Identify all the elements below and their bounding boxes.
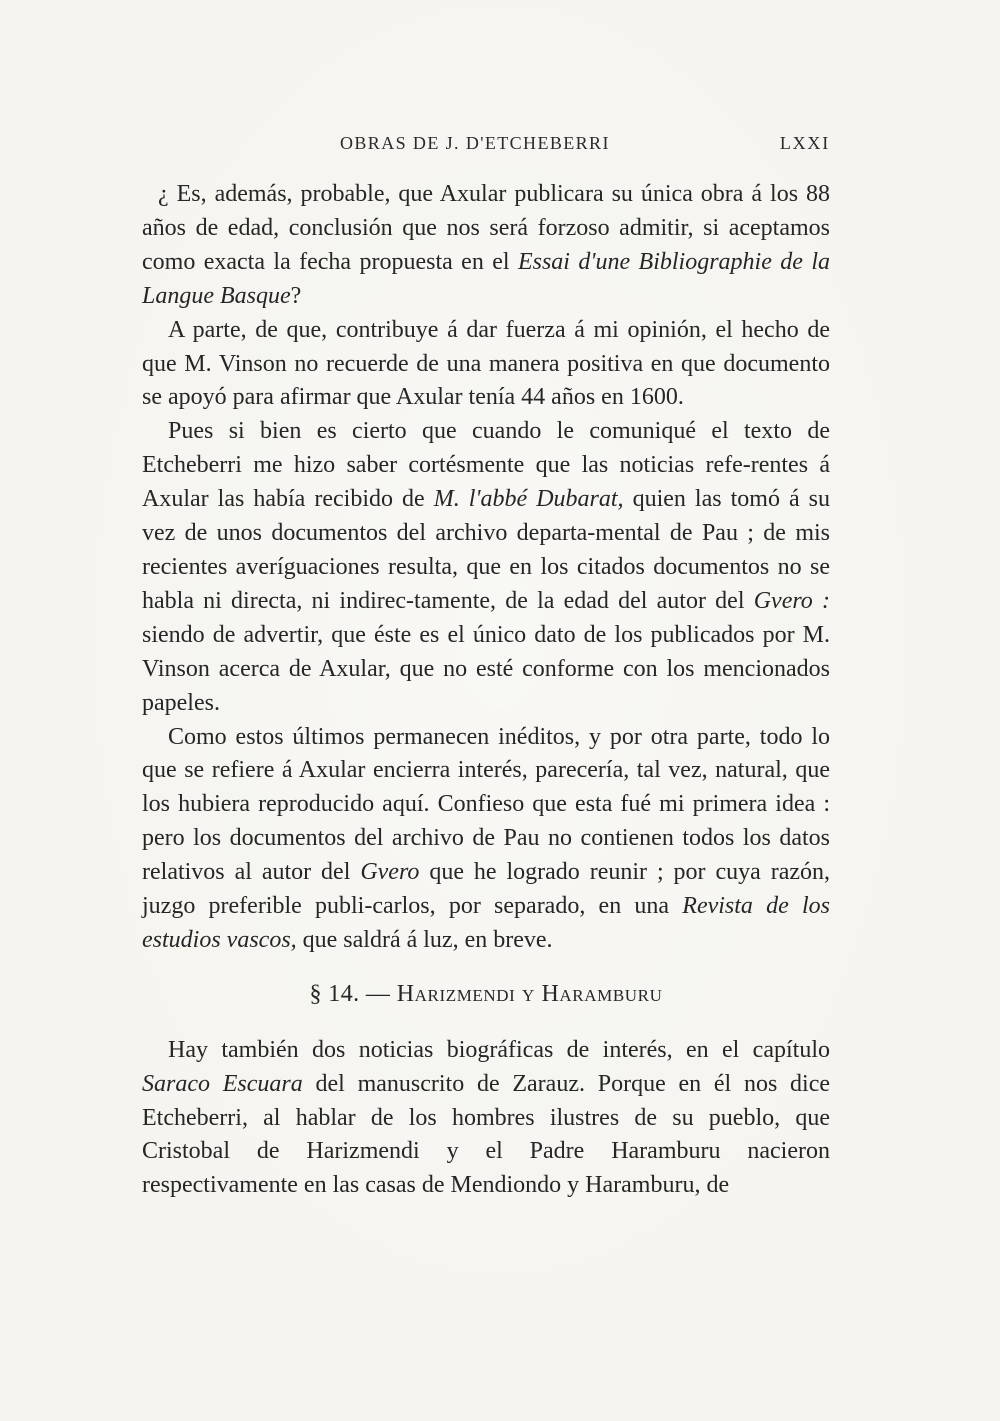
paragraph-4-text-c: que saldrá á luz, en breve.	[296, 926, 553, 953]
paragraph-3-text-c: siendo de advertir, que éste es el único dato de los publicados por M. Vinson acerca de Axular, que no esté conforme con los mencionados papeles.	[142, 621, 830, 716]
paragraph-1-text: ¿ Es, además, probable, que Axular publicara su única obra á los 88 años de edad, conclusión que nos será forzoso admitir, si aceptamos como exacta la fecha propuesta en el	[142, 181, 830, 275]
paragraph-3-text-b: quien las tomó á su vez de unos documentos del archivo departa-mental de Pau ; de mis recientes averíguaciones resulta, que en los citados documentos no se habla ni directa, ni indirec-tamente, de la edad del autor del	[142, 486, 830, 614]
body-text	[142, 178, 830, 1203]
section-number: § 14. —	[309, 980, 391, 1007]
paragraph-2: A parte, de que, contribuye á dar fuerza á mi opinión, el hecho de que M. Vinson no recuerde de una manera positiva en que documento se apoyó para afirmar que Axular tenía 44 años en 1600.	[142, 316, 830, 411]
paragraph-4	[142, 721, 830, 958]
paragraph-1-end: ?	[290, 282, 302, 309]
paragraph-5-text-b: del manuscrito de Zarauz. Porque en él nos dice Etcheberri, al hablar de los hombres ilustres de su pueblo, que Cristobal de Harizmendi y el Padre Haramburu nacieron respectivamente en las casas de Mendiondo y Haramburu, de	[142, 1070, 831, 1199]
paragraph-3	[142, 415, 830, 720]
book-title-essai: Essai d'une Bibliographie de la Langue Basque	[142, 248, 830, 309]
name-abbe-dubarat: M. l'abbé Dubarat,	[433, 486, 624, 513]
journal-title-revista: Revista de los estudios vascos,	[142, 893, 830, 953]
paragraph-3-text-a: Pues si bien es cierto que cuando le comuniqué el texto de Etcheberri me hizo saber cortésmente que las noticias refe-rentes á Axular las había recibido de	[142, 418, 830, 513]
paragraph-4-text-b: que he logrado reunir ; por cuya razón, juzgo preferible publi-carlos, por separado, en una	[142, 859, 831, 920]
paragraph-5	[142, 1034, 830, 1204]
paragraph-1	[142, 178, 830, 314]
chapter-title-saraco-escuara: Saraco Escuara	[142, 1070, 303, 1097]
running-head-title: OBRAS DE J. D'ETCHEBERRI	[340, 133, 610, 153]
book-title-gvero: Gvero :	[753, 587, 830, 614]
section-heading	[142, 978, 830, 1012]
running-head	[140, 133, 830, 163]
paragraph-4-text-a: Como estos últimos permanecen inéditos, y por otra parte, todo lo que se refiere á Axular encierra interés, parecería, tal vez, natural, que los hubiera reproducido aquí. Confieso que esta fué mi primera idea : pero los documentos del archivo de Pau no contienen todos los datos relativos al autor del	[142, 723, 830, 886]
paragraph-5-text-a: Hay también dos noticias biográficas de interés, en el capítulo	[168, 1036, 830, 1063]
section-title: Harizmendi y Haramburu	[396, 980, 663, 1007]
page-number: LXXI	[779, 133, 830, 153]
book-title-gvero: Gvero	[360, 859, 420, 886]
